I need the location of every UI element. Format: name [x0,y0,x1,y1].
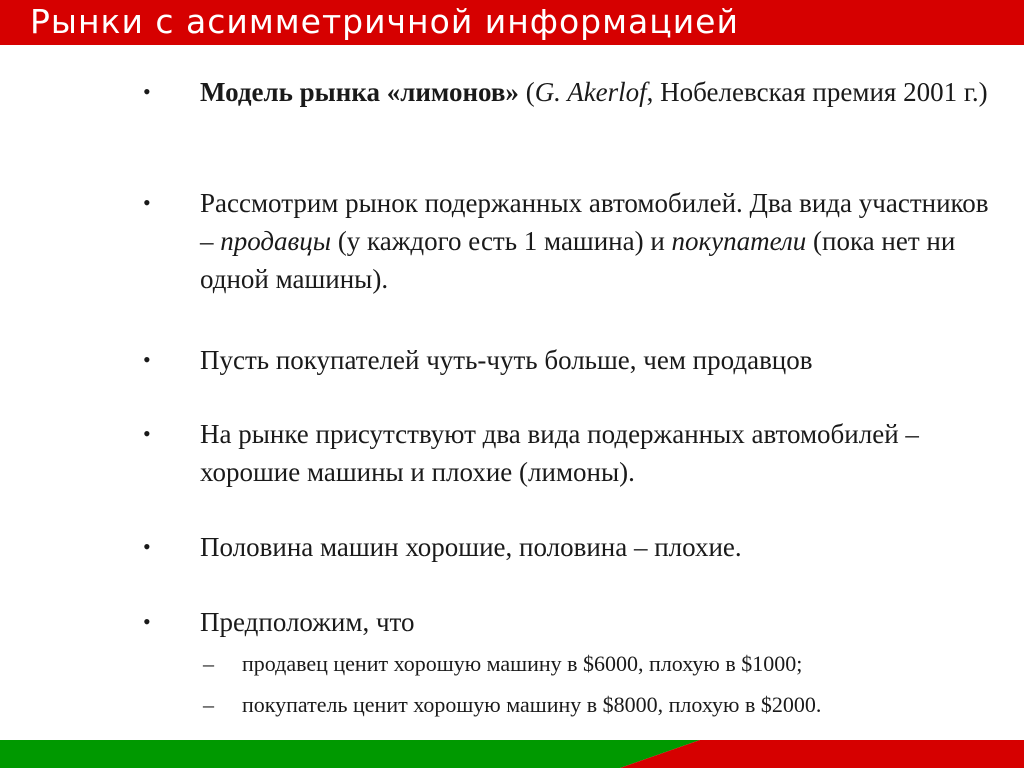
bullet-text [200,415,990,491]
bullet-text [200,184,990,298]
bullet-text [200,528,990,566]
bullet-marker: • [143,347,151,372]
bullet-text-part: (у каждого есть 1 машина) и [331,226,672,256]
bullet-text [200,73,990,111]
bullet-marker: • [143,190,151,215]
sub-bullet-marker: – [203,692,214,717]
bullet-text-part: Половина машин хорошие, половина – плохие. [200,532,742,562]
bullet-marker: • [143,609,151,634]
bullet-text-part: (пока нет ни одной машины). [200,226,956,294]
footer-green-band [0,740,700,768]
bullet-text [200,341,990,379]
bullet-text-part: Рассмотрим рынок подержанных автомобилей. Два вида участников – [200,188,989,256]
bullet-text [200,603,990,641]
bullet-text-italic: покупатели [671,226,807,256]
sub-bullet-text: продавец ценит хорошую машину в $6000, плохую в $1000; [242,651,803,676]
bullet-marker: • [143,534,151,559]
bullet-text-part: ( [518,77,535,107]
footer-band [0,740,1024,768]
bullet-text-part: Пусть покупателей чуть-чуть больше, чем продавцов [200,345,813,375]
slide-title: Рынки с асимметричной информацией [30,2,739,41]
bullet-marker: • [143,79,151,104]
bullet-text-part: На рынке присутствуют два вида подержанных автомобилей – хорошие машины и плохие (лимоны). [200,419,919,487]
bullet-text-bold: Модель рынка «лимонов» [200,77,519,107]
sub-bullet-marker: – [203,651,214,676]
bullet-marker: • [143,421,151,446]
sub-bullet-text: покупатель ценит хорошую машину в $8000, плохую в $2000. [242,692,822,717]
bullet-text-part: Предположим, что [200,607,415,637]
bullet-text-part: , Нобелевская премия 2001 г.) [646,77,988,107]
bullet-text-italic: G. Akerlof [534,77,647,107]
bullet-text-italic: продавцы [220,226,332,256]
